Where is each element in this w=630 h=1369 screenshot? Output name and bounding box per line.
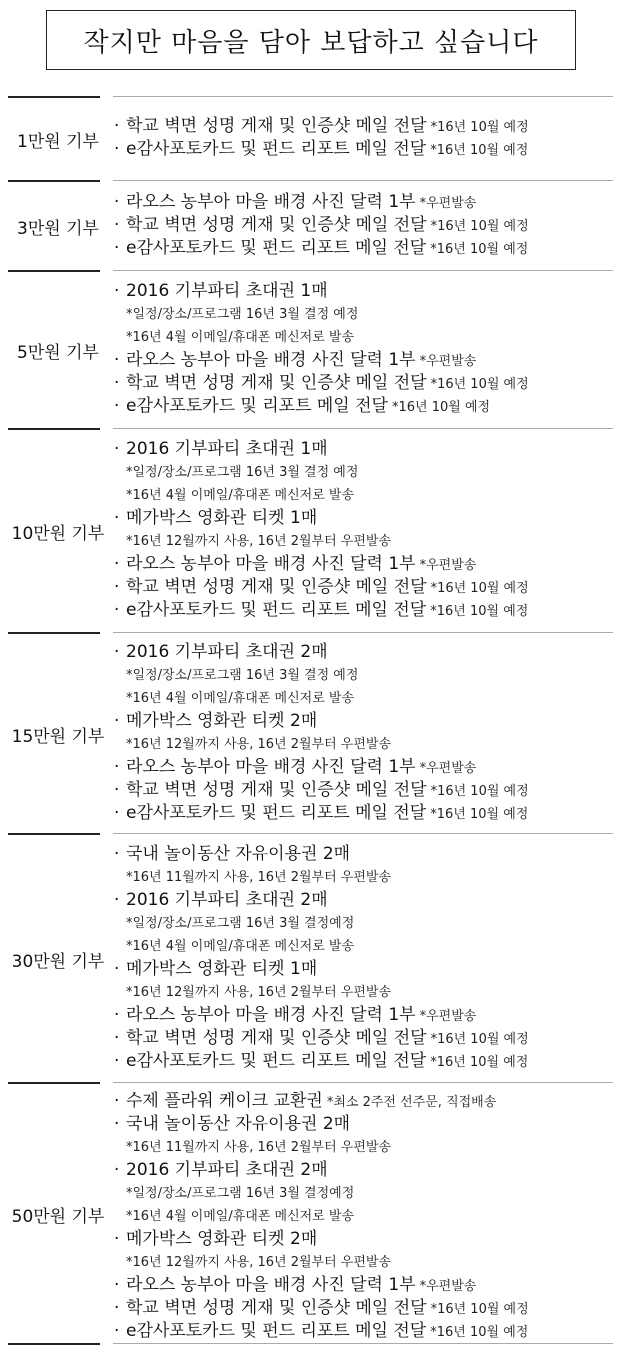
tier-amount-label: 3만원 기부 [17, 219, 99, 239]
benefit-note [114, 461, 624, 484]
benefit-item [114, 576, 624, 599]
bullet-icon: · [114, 439, 120, 459]
benefit-item [114, 710, 624, 733]
benefit-text: 학교 벽면 성명 게재 및 인증샷 메일 전달 [126, 116, 427, 136]
benefit-note [114, 733, 624, 756]
bottom-divider-thin [113, 1343, 613, 1344]
benefit-schedule-note: *16년 10월 예정 [430, 143, 529, 158]
tier-divider-thin [113, 833, 613, 834]
bullet-icon: · [114, 373, 120, 393]
tier-benefit-list [114, 280, 624, 418]
benefit-schedule-note: *16년 10월 예정 [430, 581, 529, 596]
benefit-text: *일정/장소/프로그램 16년 3월 결정 예정 [126, 667, 359, 683]
benefit-note [114, 1136, 624, 1159]
benefit-text: *16년 4월 이메일/휴대폰 메신저로 발송 [126, 690, 355, 706]
benefit-item [114, 1320, 624, 1343]
benefit-text: 2016 기부파티 초대권 2매 [126, 641, 328, 662]
tier-divider [8, 180, 100, 182]
benefit-text: 국내 놀이동산 자유이용권 2매 [126, 843, 351, 864]
benefit-text: *16년 12월까지 사용, 16년 2월부터 우편발송 [126, 1255, 392, 1270]
bullet-icon: · [114, 554, 120, 574]
reward-tier [0, 180, 630, 270]
tier-divider [8, 1082, 100, 1084]
benefit-schedule-note: *우편발송 [419, 558, 477, 573]
bullet-icon: · [114, 1160, 120, 1180]
benefit-item [114, 395, 624, 418]
benefit-item [114, 1274, 624, 1297]
benefit-item [114, 756, 624, 779]
benefit-item [114, 1297, 624, 1320]
benefit-note [114, 935, 624, 958]
bullet-icon: · [114, 843, 120, 864]
benefit-text: 2016 기부파티 초대권 1매 [126, 439, 328, 459]
reward-tier [0, 270, 630, 428]
tier-divider [8, 833, 100, 835]
bullet-icon: · [114, 1050, 120, 1071]
reward-tier [0, 428, 630, 632]
benefit-text: *일정/장소/프로그램 16년 3월 결정예정 [126, 915, 355, 931]
tier-divider [8, 632, 100, 634]
tier-amount-label: 5만원 기부 [17, 343, 99, 363]
bullet-icon: · [114, 1027, 120, 1048]
benefit-item [114, 802, 624, 825]
bottom-divider [8, 1343, 100, 1345]
benefit-text: 수제 플라워 케이크 교환권 [126, 1091, 323, 1111]
benefit-text: e감사포토카드 및 리포트 메일 전달 [126, 396, 388, 416]
benefit-item [114, 1090, 624, 1113]
benefit-text: 라오스 농부아 마을 배경 사진 달력 1부 [126, 756, 416, 777]
benefit-item [114, 641, 624, 664]
bullet-icon: · [114, 756, 120, 777]
benefit-item [114, 191, 624, 214]
benefit-text: 메가박스 영화관 티켓 2매 [126, 710, 318, 731]
reward-tier [0, 632, 630, 833]
benefit-schedule-note: *16년 10월 예정 [430, 1302, 529, 1317]
benefit-item [114, 438, 624, 461]
benefit-schedule-note: *16년 10월 예정 [430, 1031, 529, 1047]
benefit-item [114, 779, 624, 802]
benefit-text: *16년 4월 이메일/휴대폰 메신저로 발송 [126, 938, 355, 954]
tier-divider [8, 96, 100, 98]
benefit-text: 학교 벽면 성명 게재 및 인증샷 메일 전달 [126, 1027, 427, 1048]
benefit-text: *16년 4월 이메일/휴대폰 메신저로 발송 [126, 330, 355, 345]
benefit-text: *16년 12월까지 사용, 16년 2월부터 우편발송 [126, 534, 392, 549]
bullet-icon: · [114, 281, 120, 301]
bullet-icon: · [114, 1321, 120, 1341]
reward-tier [0, 1082, 630, 1343]
benefit-item [114, 889, 624, 912]
benefit-text: 학교 벽면 성명 게재 및 인증샷 메일 전달 [126, 214, 427, 235]
bullet-icon: · [114, 1114, 120, 1134]
benefit-note [114, 981, 624, 1004]
tier-amount-label: 30만원 기부 [11, 951, 105, 972]
benefit-text: 2016 기부파티 초대권 1매 [126, 281, 328, 301]
benefit-schedule-note: *우편발송 [419, 760, 477, 776]
benefit-note [114, 1205, 624, 1228]
bullet-icon: · [114, 1091, 120, 1111]
benefit-note [114, 912, 624, 935]
tier-amount-label: 1만원 기부 [17, 132, 99, 152]
benefit-schedule-note: *16년 10월 예정 [430, 218, 529, 234]
tier-divider-thin [113, 428, 613, 429]
benefit-item [114, 1004, 624, 1027]
benefit-item [114, 372, 624, 395]
benefit-text: *16년 11월까지 사용, 16년 2월부터 우편발송 [126, 869, 392, 885]
bullet-icon: · [114, 641, 120, 662]
bullet-icon: · [114, 889, 120, 910]
benefit-text: *일정/장소/프로그램 16년 3월 결정 예정 [126, 465, 359, 480]
benefit-schedule-note: *16년 10월 예정 [430, 377, 529, 392]
benefit-note [114, 1182, 624, 1205]
benefit-note [114, 303, 624, 326]
benefit-schedule-note: *16년 10월 예정 [430, 1325, 529, 1340]
benefit-text: 라오스 농부아 마을 배경 사진 달력 1부 [126, 1004, 416, 1025]
benefit-text: 2016 기부파티 초대권 2매 [126, 889, 328, 910]
benefit-text: *일정/장소/프로그램 16년 3월 결정 예정 [126, 307, 359, 322]
benefit-text: 학교 벽면 성명 게재 및 인증샷 메일 전달 [126, 577, 427, 597]
benefit-text: *16년 12월까지 사용, 16년 2월부터 우편발송 [126, 736, 392, 752]
benefit-item [114, 214, 624, 237]
benefit-note [114, 1251, 624, 1274]
bullet-icon: · [114, 1275, 120, 1295]
page-title: 작지만 마음을 담아 보답하고 싶습니다 [46, 10, 576, 70]
bullet-icon: · [114, 350, 120, 370]
bullet-icon: · [114, 1298, 120, 1318]
benefit-schedule-note: *우편발송 [419, 1279, 477, 1294]
benefit-text: 2016 기부파티 초대권 2매 [126, 1160, 328, 1180]
benefit-text: *일정/장소/프로그램 16년 3월 결정예정 [126, 1186, 355, 1201]
benefit-item [114, 1159, 624, 1182]
tier-divider [8, 428, 100, 430]
bullet-icon: · [114, 779, 120, 800]
benefit-text: 학교 벽면 성명 게재 및 인증샷 메일 전달 [126, 373, 427, 393]
benefit-text: e감사포토카드 및 펀드 리포트 메일 전달 [126, 139, 427, 159]
bullet-icon: · [114, 1004, 120, 1025]
benefit-item [114, 138, 624, 161]
benefit-item [114, 1027, 624, 1050]
benefit-schedule-note: *16년 10월 예정 [391, 400, 491, 415]
benefit-text: *16년 11월까지 사용, 16년 2월부터 우편발송 [126, 1140, 392, 1155]
benefit-schedule-note: *16년 10월 예정 [430, 806, 529, 822]
benefit-text: e감사포토카드 및 펀드 리포트 메일 전달 [126, 1321, 427, 1341]
benefit-item [114, 1050, 624, 1073]
bullet-icon: · [114, 577, 120, 597]
benefit-note [114, 326, 624, 349]
bullet-icon: · [114, 508, 120, 528]
benefit-text: 라오스 농부아 마을 배경 사진 달력 1부 [126, 554, 416, 574]
tier-divider-thin [113, 1082, 613, 1083]
benefit-text: 메가박스 영화관 티켓 2매 [126, 1229, 318, 1249]
benefit-item [114, 843, 624, 866]
bullet-icon: · [114, 237, 120, 258]
tier-divider-thin [113, 180, 613, 181]
reward-tier [0, 96, 630, 180]
tier-benefit-list [114, 1090, 624, 1343]
benefit-text: e감사포토카드 및 펀드 리포트 메일 전달 [126, 237, 427, 258]
benefit-item [114, 507, 624, 530]
bullet-icon: · [114, 802, 120, 823]
benefit-text: *16년 4월 이메일/휴대폰 메신저로 발송 [126, 488, 355, 503]
bullet-icon: · [114, 710, 120, 731]
benefit-item [114, 958, 624, 981]
benefit-schedule-note: *16년 10월 예정 [430, 1054, 529, 1070]
bullet-icon: · [114, 191, 120, 212]
benefit-text: 라오스 농부아 마을 배경 사진 달력 1부 [126, 1275, 416, 1295]
tier-benefit-list [114, 438, 624, 622]
benefit-item [114, 115, 624, 138]
bullet-icon: · [114, 600, 120, 620]
benefit-text: 학교 벽면 성명 게재 및 인증샷 메일 전달 [126, 779, 427, 800]
tier-benefit-list [114, 843, 624, 1073]
benefit-text: 국내 놀이동산 자유이용권 2매 [126, 1114, 351, 1134]
bullet-icon: · [114, 116, 120, 136]
benefit-item [114, 1113, 624, 1136]
tier-benefit-list [114, 191, 624, 260]
benefit-text: 라오스 농부아 마을 배경 사진 달력 1부 [126, 191, 416, 212]
benefit-item [114, 237, 624, 260]
tier-benefit-list [114, 115, 624, 161]
tier-divider-thin [113, 632, 613, 633]
tier-amount-label: 50만원 기부 [11, 1206, 105, 1227]
benefit-note [114, 687, 624, 710]
benefit-text: e감사포토카드 및 펀드 리포트 메일 전달 [126, 600, 427, 620]
bullet-icon: · [114, 396, 120, 416]
benefit-text: *16년 12월까지 사용, 16년 2월부터 우편발송 [126, 984, 392, 1000]
tier-amount-label: 15만원 기부 [11, 726, 105, 747]
benefit-text: e감사포토카드 및 펀드 리포트 메일 전달 [126, 802, 427, 823]
benefit-text: 메가박스 영화관 티켓 1매 [126, 508, 318, 528]
benefit-item [114, 280, 624, 303]
benefit-item [114, 1228, 624, 1251]
benefit-text: 라오스 농부아 마을 배경 사진 달력 1부 [126, 350, 416, 370]
tier-divider-thin [113, 96, 613, 97]
bullet-icon: · [114, 214, 120, 235]
bullet-icon: · [114, 958, 120, 979]
benefit-schedule-note: *16년 10월 예정 [430, 604, 529, 619]
benefit-note [114, 530, 624, 553]
bullet-icon: · [114, 1229, 120, 1249]
benefit-text: *16년 4월 이메일/휴대폰 메신저로 발송 [126, 1209, 355, 1224]
tier-divider-thin [113, 270, 613, 271]
benefit-schedule-note: *최소 2주전 선주문, 직접배송 [326, 1095, 497, 1110]
benefit-item [114, 349, 624, 372]
benefit-schedule-note: *16년 10월 예정 [430, 241, 529, 257]
tier-amount-label: 10만원 기부 [11, 524, 105, 544]
benefit-item [114, 553, 624, 576]
benefit-text: 메가박스 영화관 티켓 1매 [126, 958, 318, 979]
benefit-note [114, 484, 624, 507]
tier-benefit-list [114, 641, 624, 825]
benefit-schedule-note: *우편발송 [419, 195, 477, 211]
benefit-schedule-note: *16년 10월 예정 [430, 120, 529, 135]
benefit-note [114, 664, 624, 687]
benefit-item [114, 599, 624, 622]
bullet-icon: · [114, 139, 120, 159]
benefit-note [114, 866, 624, 889]
benefit-schedule-note: *우편발송 [419, 1008, 477, 1024]
benefit-schedule-note: *우편발송 [419, 354, 477, 369]
reward-tier [0, 833, 630, 1082]
benefit-schedule-note: *16년 10월 예정 [430, 783, 529, 799]
benefit-text: 학교 벽면 성명 게재 및 인증샷 메일 전달 [126, 1298, 427, 1318]
tier-divider [8, 270, 100, 272]
benefit-text: e감사포토카드 및 펀드 리포트 메일 전달 [126, 1050, 427, 1071]
